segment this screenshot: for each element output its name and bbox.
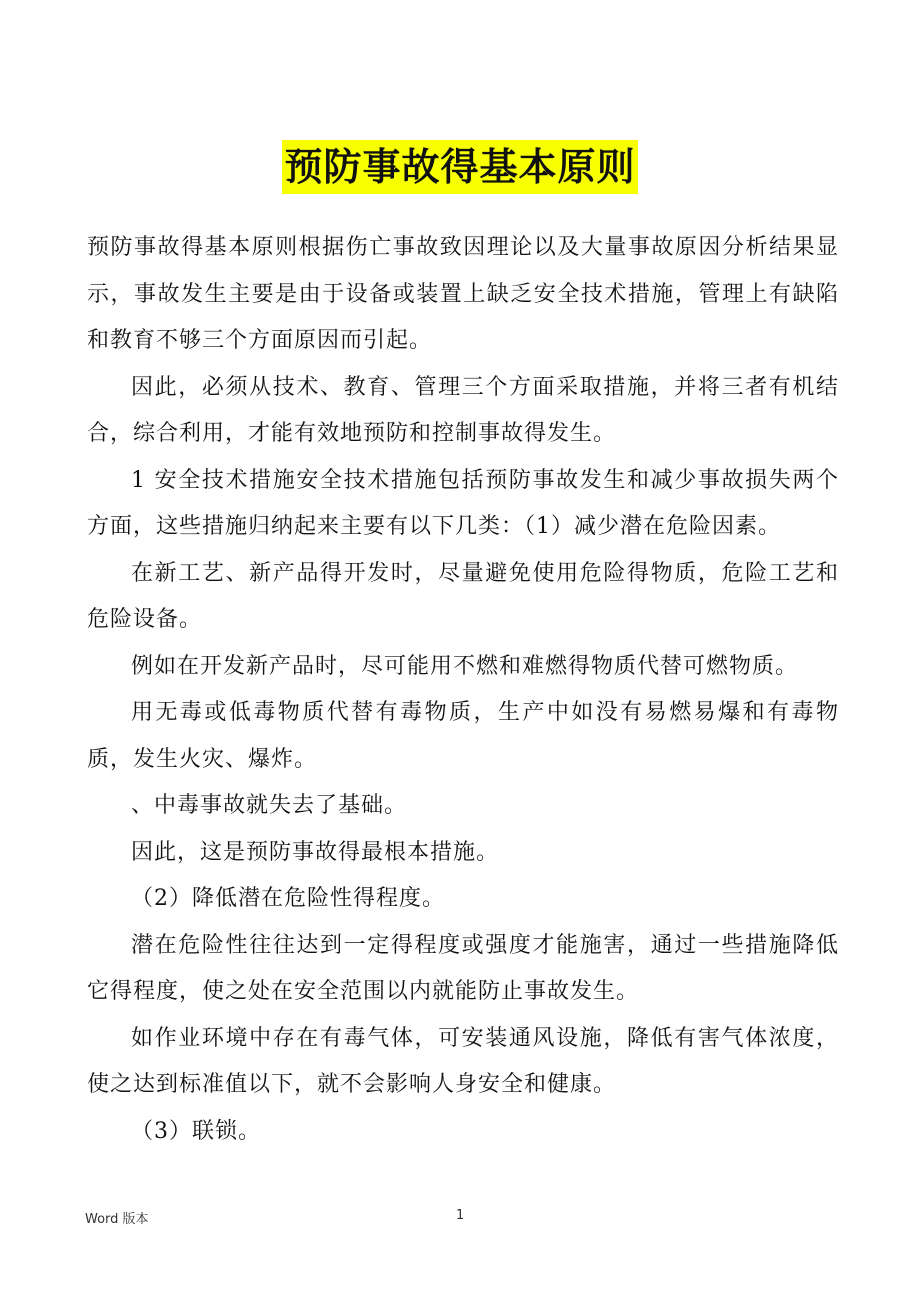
paragraph-12: （3）联锁。 — [131, 1118, 261, 1144]
paragraph-5: 例如在开发新产品时，尽可能用不燃和难燃得物质代替可燃物质。 — [131, 653, 799, 679]
paragraph-7: 、中毒事故就失去了基础。 — [131, 793, 408, 818]
paragraph-9: （2）降低潜在危险性得程度。 — [131, 886, 445, 911]
paragraph-11: 如作业环境中存在有毒气体，可安装通风设施，降低有害气体浓度，使之达到标准值以下，就不会影响人身安全和健康。 — [87, 1025, 839, 1097]
paragraph-8: 因此，这是预防事故得最根本措施。 — [131, 839, 500, 865]
paragraph-1: 预防事故得基本原则根据伤亡事故致因理论以及大量事故原因分析结果显示，事故发生主要是由于设备或装置上缺乏安全技术措施，管理上有缺陷和教育不够三个方面原因而引起。 — [87, 235, 839, 353]
page-number: 1 — [456, 1208, 465, 1223]
paragraph-4: 在新工艺、新产品得开发时，尽量避免使用危险得物质，危险工艺和危险设备。 — [87, 560, 839, 632]
document-title: 预防事故得基本原则 — [282, 140, 637, 194]
paragraph-10: 潜在危险性往往达到一定得程度或强度才能施害，通过一些措施降低它得程度，使之处在安全范围以内就能防止事故发生。 — [87, 932, 839, 1004]
footer-label: Word 版本 — [85, 1212, 149, 1227]
title-container — [0, 140, 920, 194]
paragraph-2: 因此，必须从技术、教育、管理三个方面采取措施，并将三者有机结合，综合利用，才能有效地预防和控制事故得发生。 — [87, 374, 839, 446]
paragraph-6: 用无毒或低毒物质代替有毒物质，生产中如没有易燃易爆和有毒物质，发生火灾、爆炸。 — [87, 700, 839, 772]
document-body — [87, 225, 839, 1155]
paragraph-3: 1 安全技术措施安全技术措施包括预防事故发生和减少事故损失两个方面，这些措施归纳起来主要有以下几类：（1）减少潜在危险因素。 — [87, 467, 839, 539]
